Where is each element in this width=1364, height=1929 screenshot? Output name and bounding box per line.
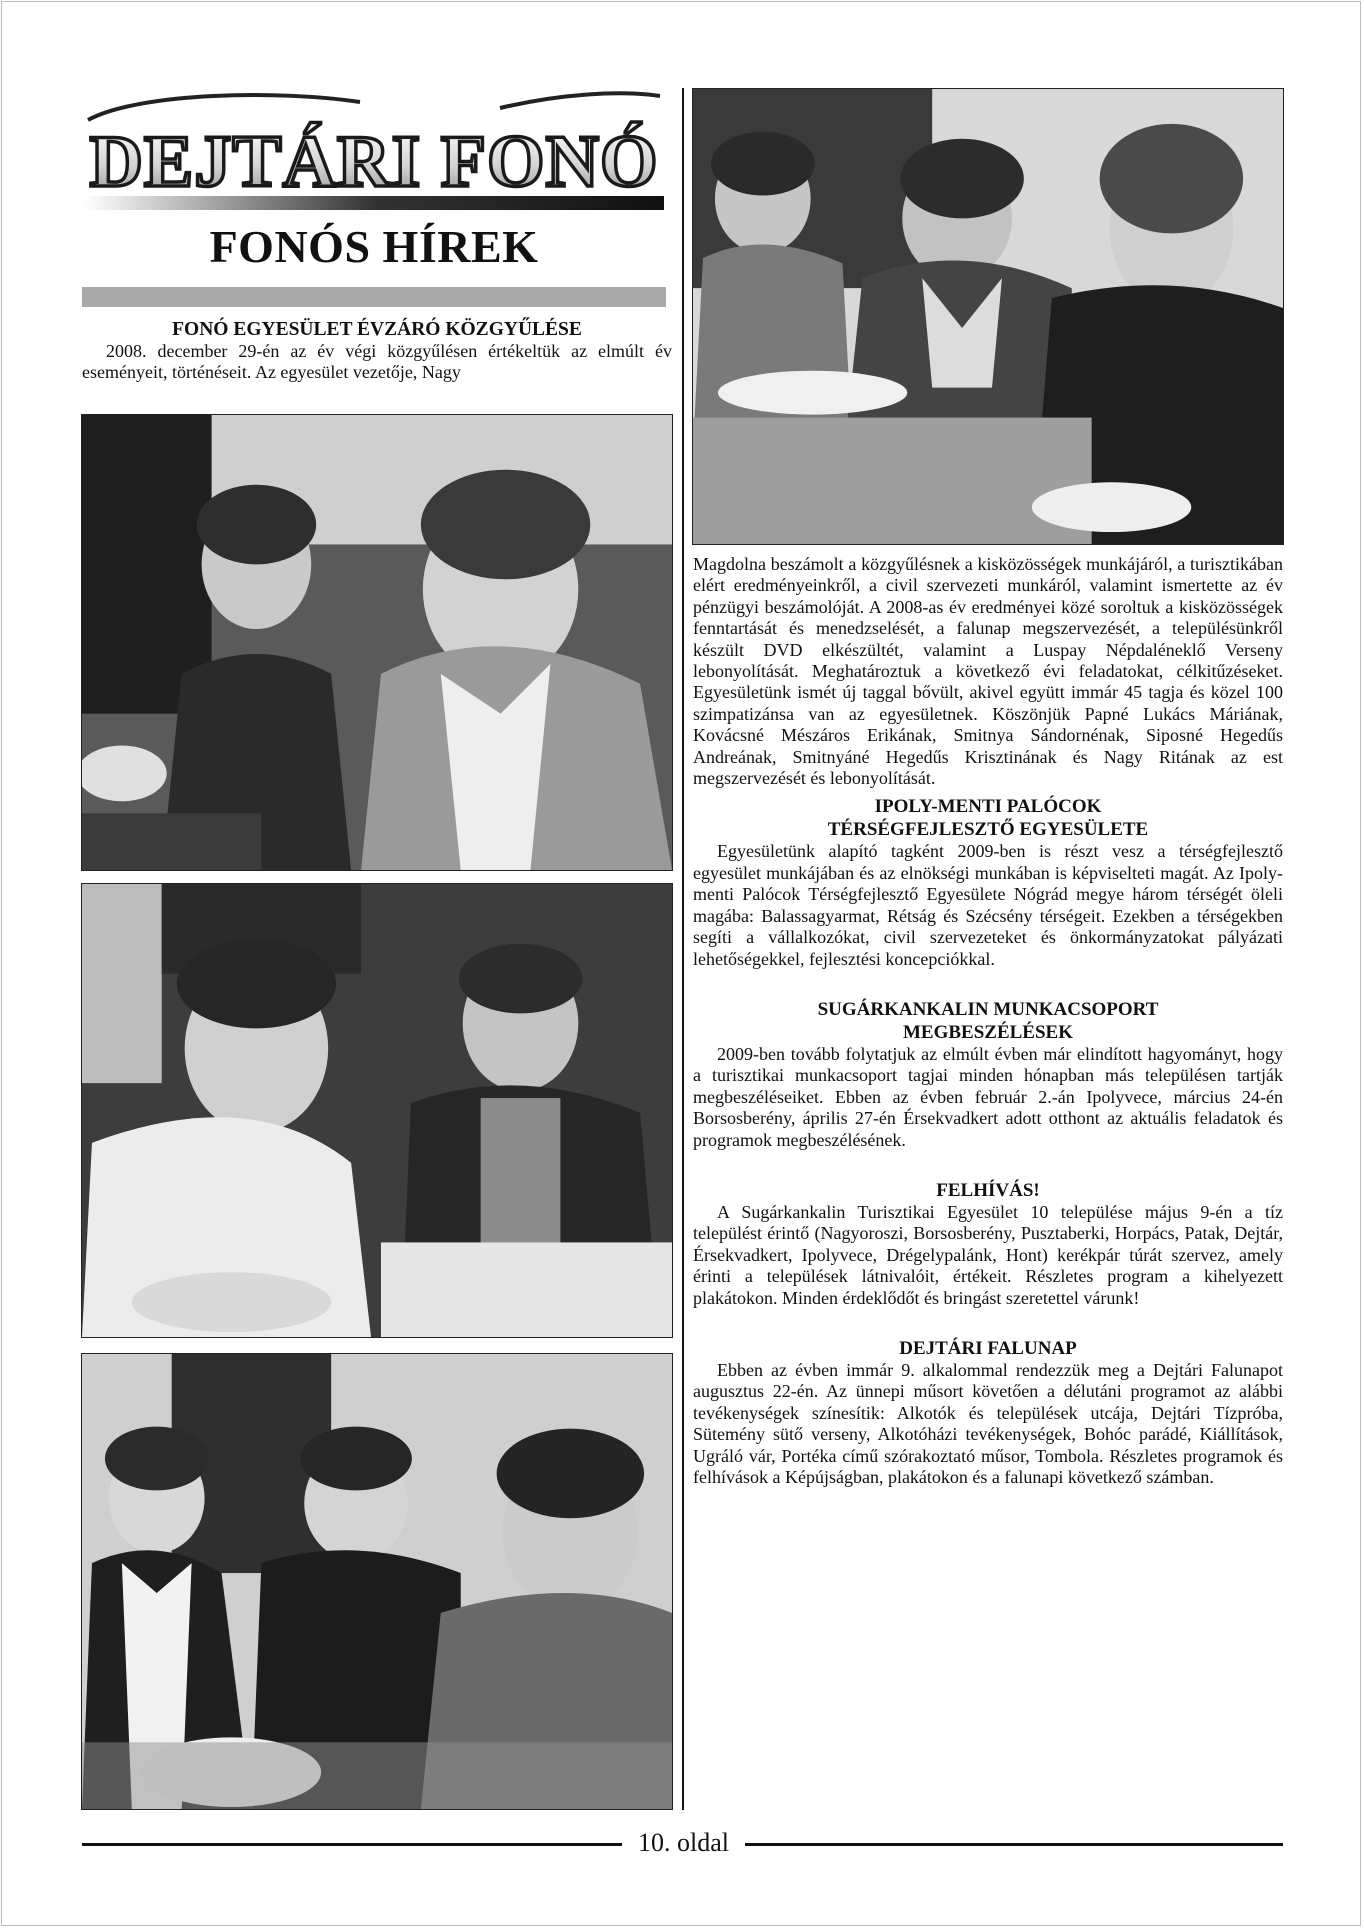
article-1-continued: Magdolna beszámolt a közgyűlésnek a kisközösségek munkájáról, a turisztikában elért eredményeinkről, a civil szervezeti munkáról, valamint ismertette az év pénzügyi beszámolóját. A 2008-as év eredményei közé soroltuk a kisközösségek fenntartását és menedzselését, a falunap megszervezését, a településünkről készült DVD elkészültét, valamint a Luspay Népdaléneklő Verseny lebonyolítását. Meghatároztuk a következő évi feladatokat, célkitűzéseket. Egyesületünk ismét új taggal bővült, akivel együtt immár 45 tagja és közel 100 szimpatizánsa van az egyesületnek. Köszönjük Papné Lukács Máriának, Kovácsné Mészáros Erikának, Smitnya Sándornénak, Siposné Hegedűs Andreának, Smitnyáné Hegedűs Krisztinának és Nagy Ritának az est megszervezését és lebonyolítását. [693,554,1283,789]
photo-three-women-laughing [81,1353,673,1810]
masthead-logo [80,88,668,216]
photo-woman-eating-and-woman-with-glasses [81,883,673,1338]
footer-rule-left [82,1843,622,1846]
article-4-heading: FELHÍVÁS! [936,1179,1040,1201]
article-2-body: Egyesületünk alapító tagként 2009-ben is részt vesz a térségfejlesztő egyesület munkájában és az elnökségi munkában is képviselteti magát. Az Ipoly-menti Palócok Térségfejlesztő Egyesülete Nógrád megye három térségét öleli magába: Balassagyarmat, Rétság és Szécsény térségeit. Ezekben a térségekben segíti a vállalkozókat, civil szervezeteket és önkormányzatokat pályázati lehetőségekkel, fejlesztési koncepciókkal. [693,841,1283,969]
article-2-heading-line1: IPOLY-MENTI PALÓCOK [874,796,1102,818]
article-3-heading-line2: MEGBESZÉLÉSEK [902,1021,1073,1043]
article-4-body: A Sugárkankalin Turisztikai Egyesület 10 települése május 9-én a tíz települést érintő (Nagyoroszi, Borsosberény, Pusztaberki, Horpács, Patak, Dejtár, Érsekvadkert, Ipolyvece, Drégelypalánk, Hont) kerékpár túrát szervez, amely érinti a települések látnivalóit, értékeit. Részletes program a kihelyezett plakátokon. Minden érdeklődőt és bringást szeretettel várunk! [693,1201,1283,1308]
photo-two-women-at-table [81,414,673,871]
article-1-heading: FONÓ EGYESÜLET ÉVZÁRÓ KÖZGYŰLÉSE [172,319,582,340]
section-title: FONÓS HÍREK [209,221,539,272]
article-1-intro-text: 2008. december 29-én az év végi közgyűlésen értékeltük az elmúlt év eseményeit, történéseit. Az egyesület vezetője, Nagy [82,341,672,383]
article-5-heading: DEJTÁRI FALUNAP [899,1337,1077,1359]
article-2-heading-line2: TÉRSÉGFEJLESZTŐ EGYESÜLETE [827,819,1149,841]
title-bar [82,287,666,307]
article-5-body: Ebben az évben immár 9. alkalommal rendezzük meg a Dejtári Falunapot augusztus 22-én. Az ünnepi műsort követően a délutáni programot az alábbi tevékenységek színesítik: Alkotók és települések utcája, Dejtári Tízpróba, Sütemény sütő verseny, Alkotóházi tevékenységek, Bohóc parádé, Kiállítások, Ugráló vár, Portéka című szórakoztató műsor, Tombola. Részletes programok és felhívások a Képújságban, plakátokon és a falunapi következő számban. [693,1359,1283,1487]
footer-rule-right [745,1843,1283,1846]
article-3-heading-line1: SUGÁRKANKALIN MUNKACSOPORT [817,998,1159,1020]
photo-three-women-serving-food [692,88,1284,545]
article-3-body: 2009-ben tovább folytatjuk az elmúlt évben már elindított hagyományt, hogy a turisztikai munkacsoport tagjai minden hónapban más településen tartják megbeszéléseiket. Ebben az évben február 2.-án Ipolyvece, március 24-én Borsosberény, április 27-én Érsekvadkert adott otthont az aktuális feladatok és programok megbeszélésének. [693,1043,1283,1150]
article-1-intro [82,318,672,384]
page-number: 10. oldal [638,1828,729,1857]
column-divider [682,88,684,1810]
right-column [693,554,1283,1488]
masthead-logo-text: DEJTÁRI FONÓ [89,121,659,203]
